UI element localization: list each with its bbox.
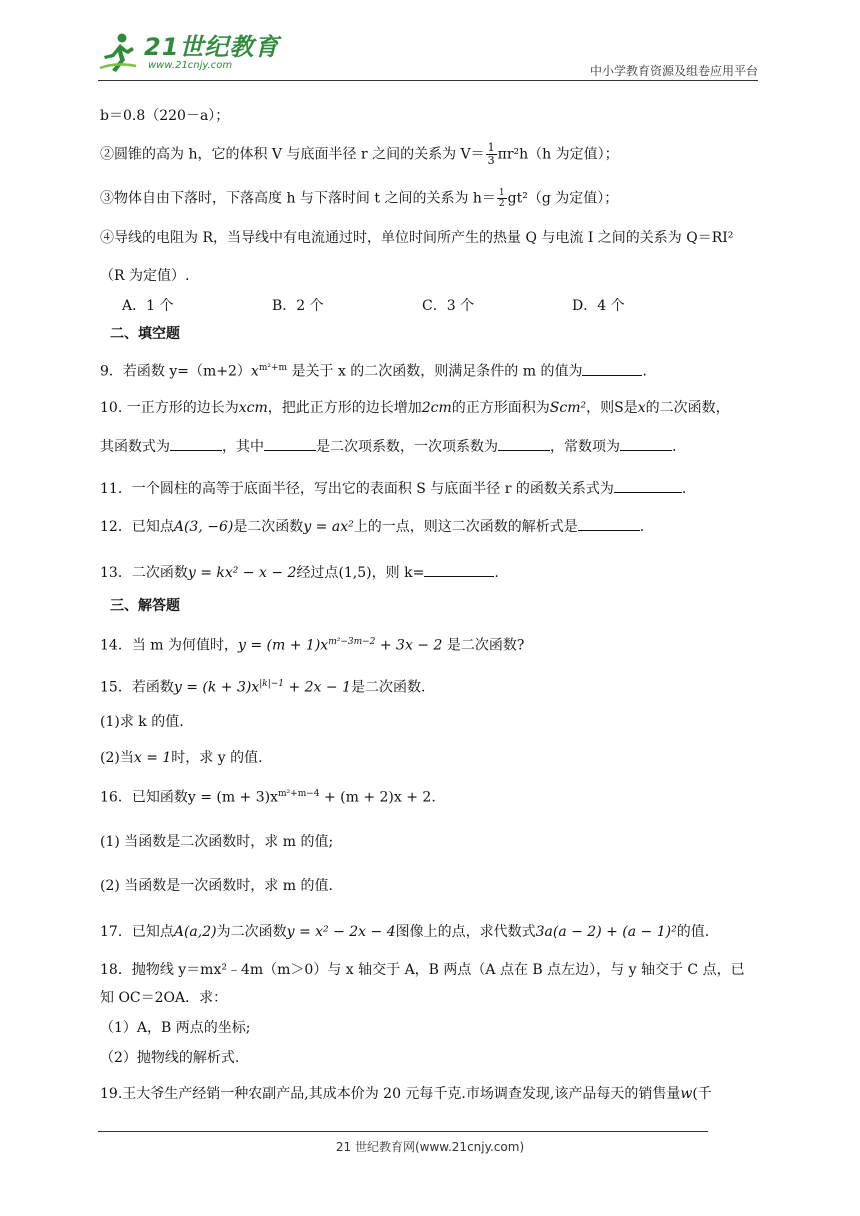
choice-c: C．3 个 bbox=[422, 298, 475, 314]
site-logo bbox=[98, 30, 279, 76]
footer-divider bbox=[98, 1131, 708, 1132]
platform-name: 中小学教育资源及组卷应用平台 bbox=[589, 64, 758, 78]
choice-row bbox=[122, 296, 722, 316]
question-18: 18．抛物线 y＝mx²﹣4m（m＞0）与 x 轴交于 A，B 两点（A 点在 B 点左边），与 y 轴交于 C 点，已 bbox=[100, 962, 745, 978]
choice-b: B．2 个 bbox=[272, 298, 324, 314]
question-9: 9．若函数 $y=(m+2)x^{m^2+m}$ 是关于 x 的二次函数，则满足条件的 m 的值为 . bbox=[100, 358, 647, 382]
logo-title: 21世纪教育 bbox=[144, 33, 280, 61]
question-10-cont: 其函数式为 ，其中 是二次项系数，一次项系数为 ，常数项为 . bbox=[100, 436, 676, 457]
question-15-part-2: (2)当x = 1时，求 y 的值. bbox=[100, 750, 263, 766]
fraction: $\frac{1}{2}$ bbox=[498, 188, 505, 209]
question-14: 14．当 m 为何值时，$y = (m + 1)x^{m^2-3m-2} + 3x - 2$ 是二次函数? bbox=[100, 637, 525, 654]
text-line: ④导线的电阻为 R，当导线中有电流通过时，单位时间所产生的热量 Q 与电流 I 之间的关系为 Q＝RI² bbox=[100, 230, 734, 246]
page-header bbox=[98, 30, 758, 78]
question-18-part-1: （1）A，B 两点的坐标; bbox=[100, 1020, 251, 1036]
question-18-cont: 知 OC＝2OA．求： bbox=[100, 990, 228, 1006]
question-18-part-2: （2）抛物线的解析式. bbox=[100, 1050, 240, 1066]
question-16: 16．已知函数$y = (m + 3)x^{m^2+m-4} + (m + 2)x + 2$. bbox=[100, 789, 436, 806]
question-16-part-2: (2) 当函数是一次函数时，求 m 的值. bbox=[100, 878, 333, 894]
runner-logo-icon bbox=[98, 32, 138, 74]
logo-url: www.21cnjy.com bbox=[148, 60, 233, 71]
question-19: 19.王大爷生产经销一种农副产品,其成本价为 20 元每千克.市场调查发现,该产品每天的销售量w(千 bbox=[100, 1086, 712, 1102]
question-15-part-1: (1)求 k 的值. bbox=[100, 714, 184, 730]
question-16-part-1: (1) 当函数是二次函数时，求 m 的值; bbox=[100, 834, 334, 850]
question-10: 10. 一正方形的边长为xcm，把此正方形的边长增加2cm的正方形面积为Scm²，则S是x的二次函数， bbox=[100, 400, 730, 416]
header-divider bbox=[98, 80, 758, 81]
text-line: ②圆锥的高为 h，它的体积 V 与底面半径 r 之间的关系为 V＝ $\frac{1}{3}$ πr²h（h 为定值）； bbox=[100, 141, 619, 167]
fraction: $\frac{1}{3}$ bbox=[487, 141, 495, 167]
text-line: ③物体自由下落时，下落高度 h 与下落时间 t 之间的关系为 h＝ $\frac{1}{2}$ gt²（g 为定值）； bbox=[100, 188, 619, 209]
question-11: 11．一个圆柱的高等于底面半径，写出它的表面积 S 与底面半径 r 的函数关系式为 . bbox=[100, 478, 686, 499]
page-footer: 21 世纪教育网(www.21cnjy.com) bbox=[335, 1140, 525, 1154]
choice-d: D．4 个 bbox=[572, 298, 625, 314]
section-heading: 三、解答题 bbox=[110, 598, 180, 614]
question-13: 13．二次函数y = kx² − x − 2经过点(1,5)，则 k= . bbox=[100, 562, 499, 583]
question-17: 17．已知点A(a,2)为二次函数y = x² − 2x − 4图像上的点，求代数式3a(a − 2) + (a − 1)²的值. bbox=[100, 924, 710, 940]
question-12: 12．已知点A(3, −6)是二次函数y = ax²上的一点，则这二次函数的解析式是 . bbox=[100, 516, 644, 537]
text-line: （R 为定值）. bbox=[100, 268, 190, 284]
section-heading: 二、填空题 bbox=[110, 326, 180, 342]
choice-a: A．1 个 bbox=[122, 298, 174, 314]
text-line: b＝0.8（220－a）； bbox=[100, 108, 230, 124]
question-15: 15．若函数$y = (k + 3)x^{|k|-1} + 2x - 1$是二次函数. bbox=[100, 679, 426, 696]
